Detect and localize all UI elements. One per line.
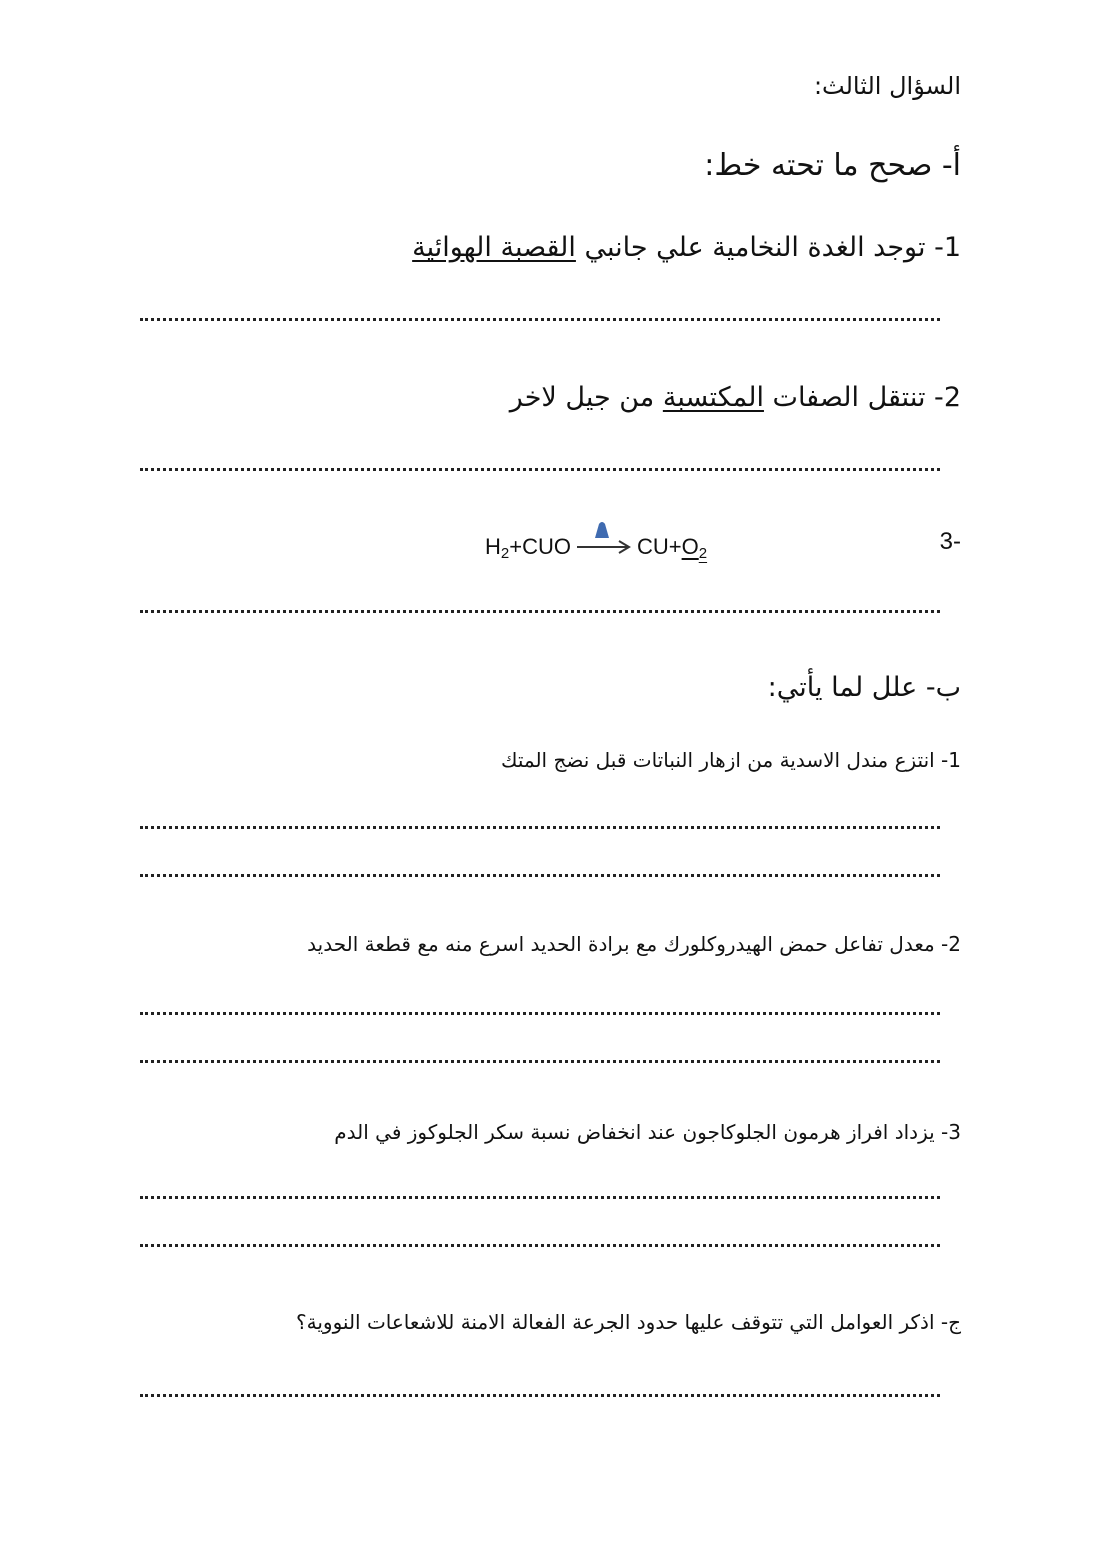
eq-rhs-o: O bbox=[681, 534, 699, 559]
flame-icon bbox=[595, 522, 609, 538]
answer-line bbox=[140, 468, 940, 471]
section-a-heading: أ- صحح ما تحته خط: bbox=[704, 148, 961, 183]
answer-line bbox=[140, 318, 940, 321]
eq-lhs-rest: +CUO bbox=[509, 534, 571, 559]
reaction-arrow-icon bbox=[575, 520, 633, 560]
question-title: السؤال الثالث: bbox=[813, 72, 961, 100]
item-2-underlined: المكتسبة bbox=[662, 382, 764, 413]
section-b-item-3: 3- يزداد افراز هرمون الجلوكاجون عند انخفاض نسبة سكر الجلوكوز في الدم bbox=[334, 1120, 961, 1144]
answer-line bbox=[140, 1394, 940, 1397]
eq-rhs-o-sub: 2 bbox=[698, 545, 708, 562]
answer-line bbox=[140, 874, 940, 877]
item-2-suffix: من جيل لاخر bbox=[509, 382, 663, 413]
section-b-heading: ب- علل لما يأتي: bbox=[767, 672, 961, 703]
section-a-item-1 bbox=[412, 232, 961, 263]
answer-line bbox=[140, 826, 940, 829]
answer-line bbox=[140, 1012, 940, 1015]
item-2-text: 2- تنتقل الصفات bbox=[763, 382, 961, 413]
answer-line bbox=[140, 1196, 940, 1199]
answer-line bbox=[140, 1060, 940, 1063]
chemical-equation bbox=[485, 520, 707, 560]
item-1-underlined: القصبة الهوائية bbox=[412, 232, 576, 263]
section-b-item-2: 2- معدل تفاعل حمض الهيدروكلورك مع برادة الحديد اسرع منه مع قطعة الحديد bbox=[307, 932, 961, 956]
eq-h-sub: 2 bbox=[500, 545, 510, 562]
item-1-text: 1- توجد الغدة النخامية علي جانبي bbox=[575, 232, 961, 263]
section-a-item-2 bbox=[510, 382, 961, 413]
eq-rhs-pre: CU+ bbox=[636, 534, 682, 559]
answer-line bbox=[140, 610, 940, 613]
section-c-question: ج- اذكر العوامل التي تتوقف عليها حدود الجرعة الفعالة الامنة للاشعاعات النووية؟ bbox=[296, 1310, 961, 1334]
section-a-item-3-number: -3 bbox=[939, 528, 961, 555]
eq-h: H bbox=[485, 534, 501, 559]
answer-line bbox=[140, 1244, 940, 1247]
section-b-item-1: 1- انتزع مندل الاسدية من ازهار النباتات قبل نضج المتك bbox=[501, 748, 961, 772]
